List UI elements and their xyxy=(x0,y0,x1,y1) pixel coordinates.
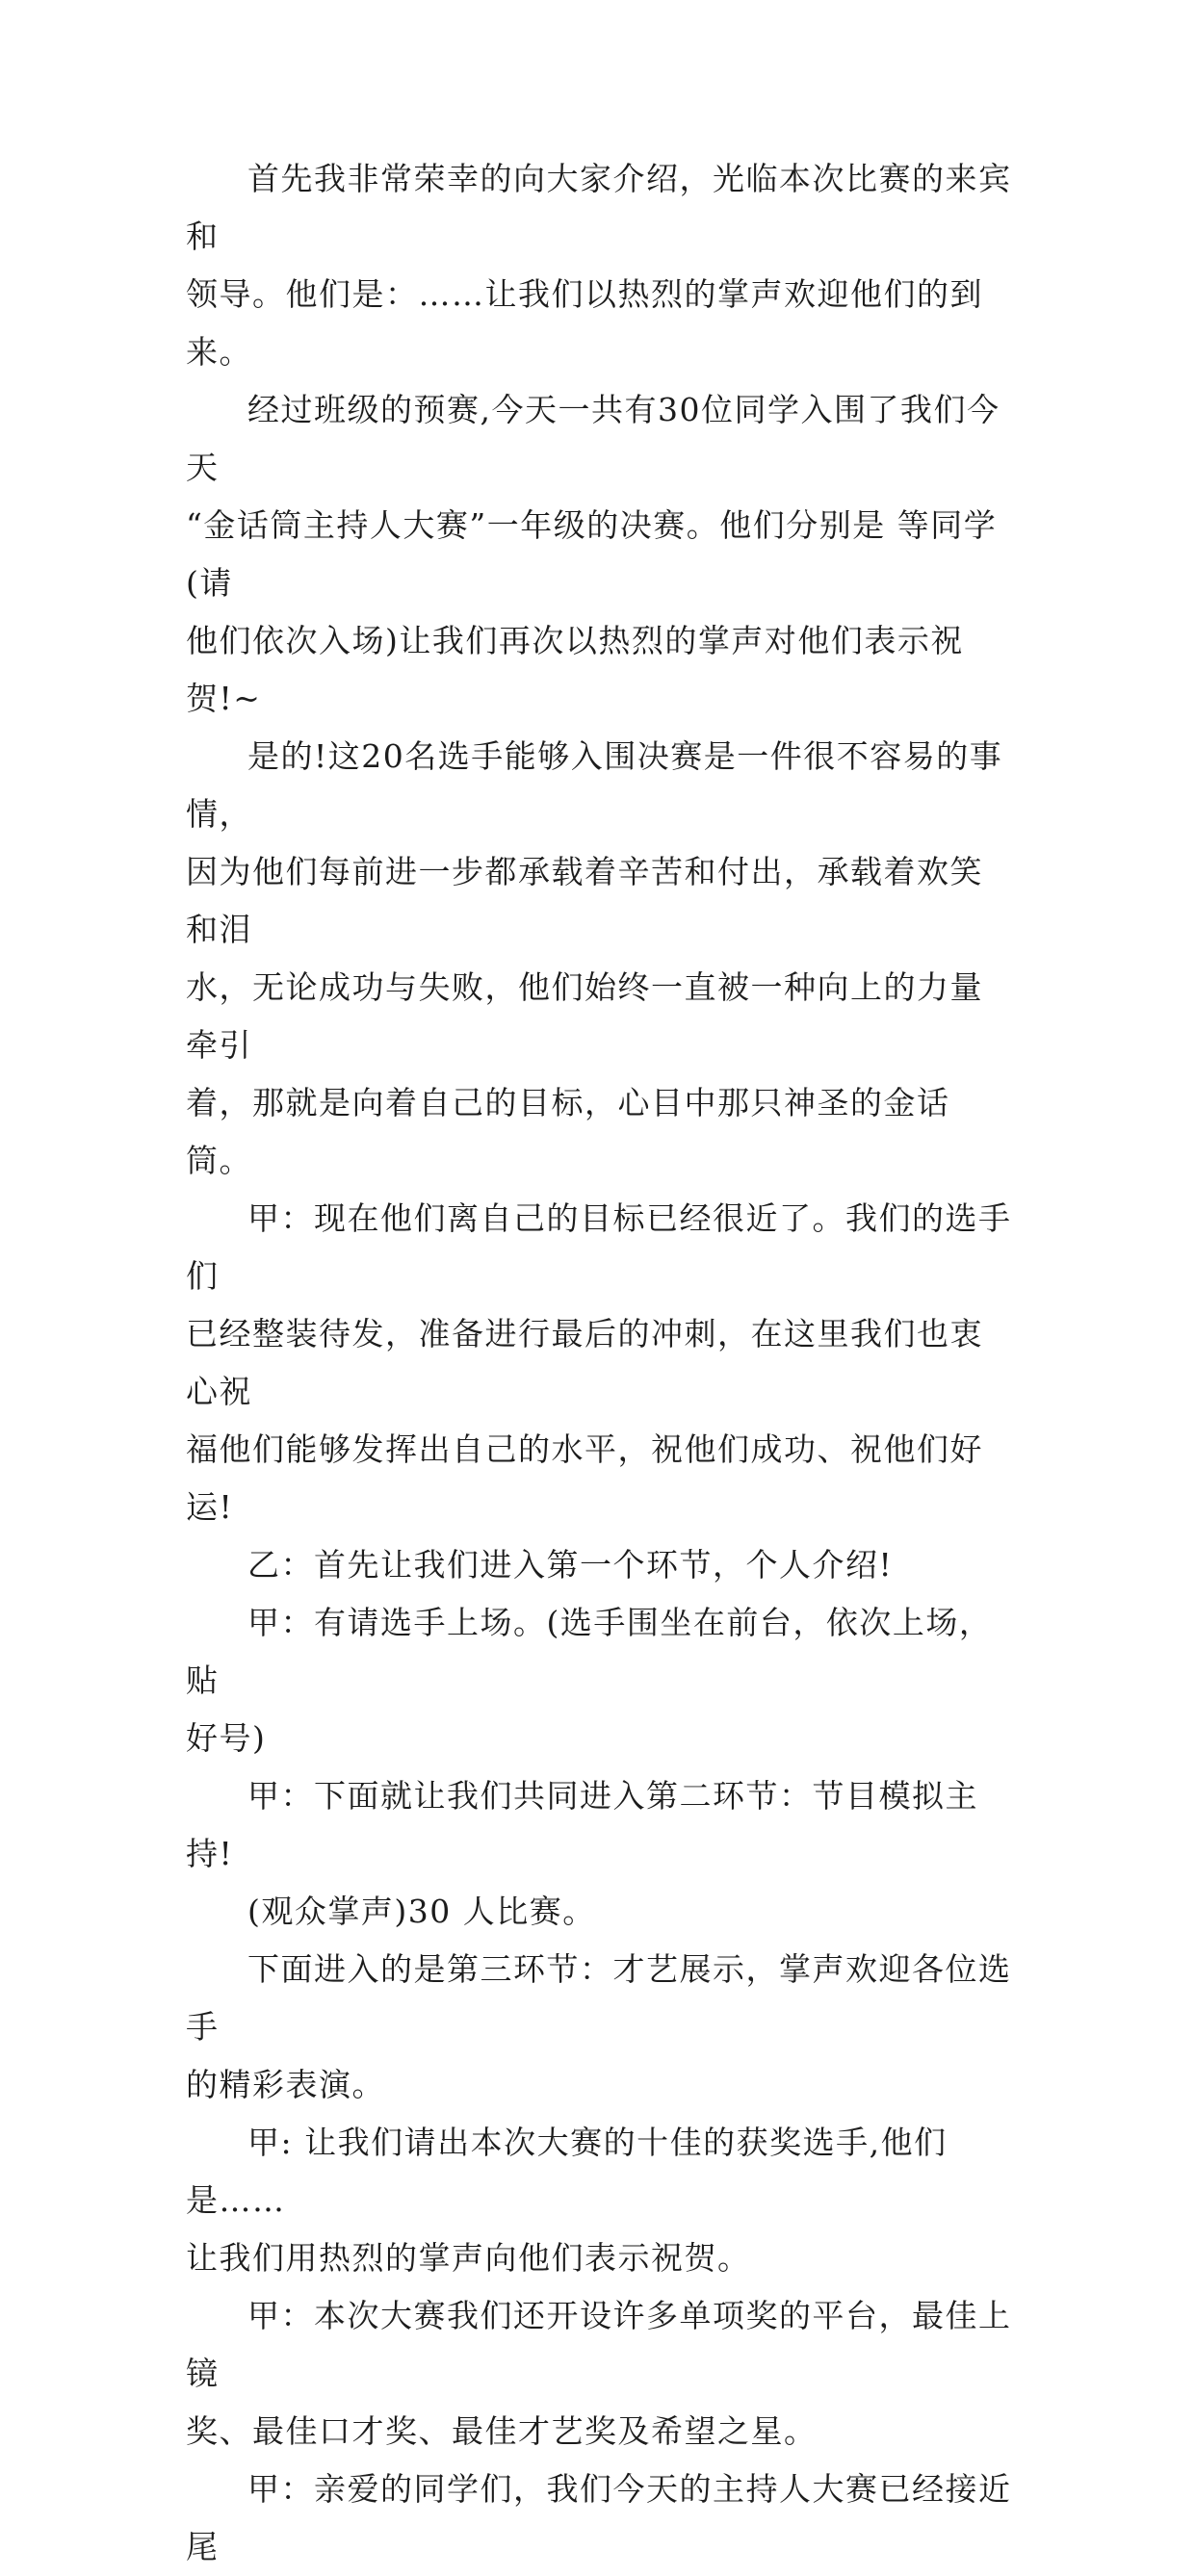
paragraph-contestants-enter: 甲：有请选手上场。(选手围坐在前台，依次上场，贴 好号) xyxy=(186,1604,993,1757)
paragraph-guest-introduction: 首先我非常荣幸的向大家介绍，光临本次比赛的来宾和 领导。他们是：……让我们以热烈的掌声欢迎他们的到来。 xyxy=(186,160,1012,371)
paragraph-host-b-first-segment: 乙：首先让我们进入第一个环节，个人介绍! xyxy=(247,1546,894,1584)
paragraph-third-segment: 下面进入的是第三环节：才艺展示，掌声欢迎各位选手 的精彩表演。 xyxy=(186,1950,1012,2103)
paragraph-host-a-blessing: 甲：现在他们离自己的目标已经很近了。我们的选手们 已经整装待发，准备进行最后的冲刺，在这里我们也衷心祝 福他们能够发挥出自己的水平，祝他们成功、祝他们好运! xyxy=(186,1199,1012,1526)
paragraph-second-segment: 甲：下面就让我们共同进入第二环节：节目模拟主持! xyxy=(186,1777,978,1872)
paragraph-top-ten-winners: 甲: 让我们请出本次大赛的十佳的获奖选手,他们是…… 让我们用热烈的掌声向他们表示祝贺。 xyxy=(186,2124,948,2277)
paragraph-audience-applause: (观众掌声)30 人比赛。 xyxy=(247,1893,596,1930)
paragraph-special-awards: 甲：本次大赛我们还开设许多单项奖的平台，最佳上镜 奖、最佳口才奖、最佳才艺奖及希望之星。 xyxy=(186,2297,1012,2450)
paragraph-finalists-praise: 是的!这20名选手能够入围决赛是一件很不容易的事情， 因为他们每前进一步都承载着辛苦和付出，承载着欢笑和泪 水，无论成功与失败，他们始终一直被一种向上的力量牵引 着，那就是向着自己的目标，心目中那只神圣的金话筒。 xyxy=(186,737,1003,1179)
document-body xyxy=(186,150,1014,2576)
paragraph-closing: 甲：亲爱的同学们，我们今天的主持人大赛已经接近尾 xyxy=(186,2470,1012,2565)
paragraph-finalists-entry: 经过班级的预赛,今天一共有30位同学入围了我们今天 “金话筒主持人大赛”一年级的决赛。他们分别是 等同学(请 他们依次入场)让我们再次以热烈的掌声对他们表示祝贺!~ xyxy=(186,391,1000,717)
